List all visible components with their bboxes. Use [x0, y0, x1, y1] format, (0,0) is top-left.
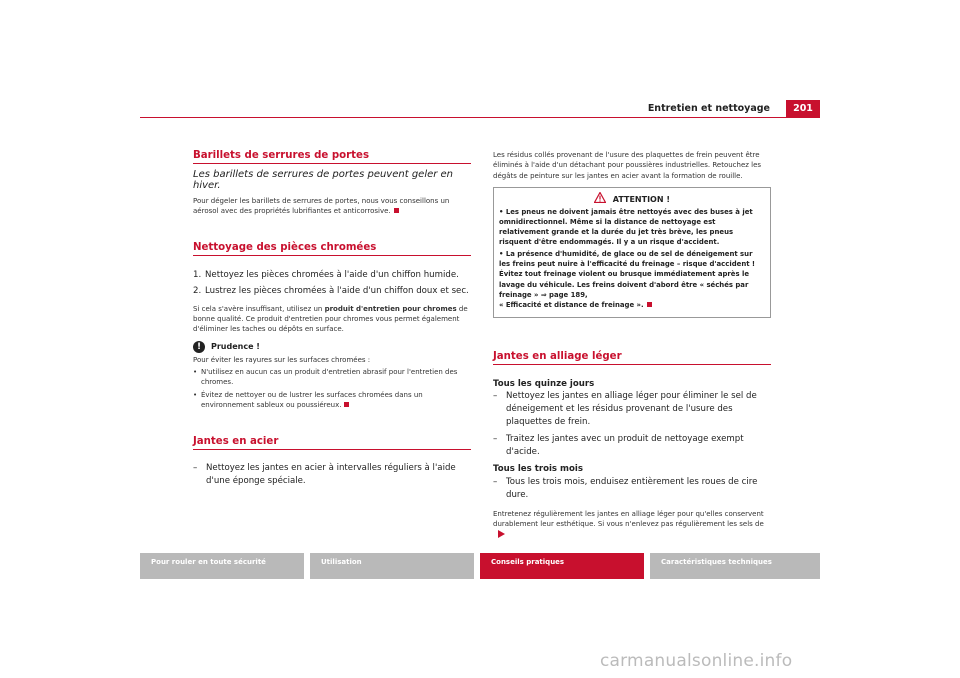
caution-bullet: • Évitez de nettoyer ou de lustrer les surfaces chromées dans un environnement sableux ou poussiéreux. — [193, 390, 423, 409]
page-number: 201 — [786, 100, 820, 117]
step-2: 2. Lustrez les pièces chromées à l'aide d'un chiffon doux et sec. — [193, 286, 469, 297]
warning-bullet: • Les pneus ne doivent jamais être nettoyés avec des buses à jet omnidirectionnel. Même si la distance de nettoyage est relativement grande et la durée du jet très brève, les pneus risquent d'être endommagés. Il y a un risque d'accident. — [499, 207, 753, 247]
end-mark-icon — [344, 402, 349, 407]
exclamation-icon: ! — [193, 341, 205, 353]
section-title: Barillets de serrures de portes — [193, 150, 471, 164]
warning-bullet: • La présence d'humidité, de glace ou de sel de déneigement sur les freins peut nuire à l'efficacité du freinage – risque d'accident ! Évitez tout freinage violent ou brusque immédiatement après le lavage du véhicule. Les freins doivent d'abord être « séchés par freinage » ⇒ page 189, « Efficacité et distance de freinage ». — [499, 250, 756, 309]
footer-tab-technical-data[interactable]: Caractéristiques techniques — [650, 553, 820, 579]
footer-tab-safety[interactable]: Pour rouler en toute sécurité — [140, 553, 304, 579]
caution-intro: Pour éviter les rayures sur les surfaces chromées : — [193, 355, 371, 364]
left-column — [193, 150, 471, 487]
section-title: Jantes en acier — [193, 436, 471, 450]
step-1: 1. Nettoyez les pièces chromées à l'aide d'un chiffon humide. — [193, 269, 459, 280]
header-rule — [140, 117, 820, 118]
subheading: Tous les trois mois — [493, 464, 583, 475]
paragraph: Entretenez régulièrement les jantes en alliage léger pour qu'elles conservent durablement leur esthétique. Si vous n'enlevez pas régulièrement les sels de — [493, 509, 771, 540]
end-mark-icon — [394, 208, 399, 213]
section-door-locks — [193, 150, 471, 217]
footer-tab-operation[interactable]: Utilisation — [310, 553, 474, 579]
section-chrome — [193, 242, 471, 411]
section-alloy-rims — [493, 351, 771, 540]
caution-heading: ! Prudence ! — [193, 341, 471, 353]
warning-box — [493, 187, 771, 318]
paragraph: Les résidus collés provenant de l'usure des plaquettes de frein peuvent être éliminés à l'aide d'un détachant pour poussières industrielles. Retouchez les dégâts de peinture sur les jantes en acier avant la formation de rouille. — [493, 151, 762, 180]
warning-triangle-icon — [594, 192, 606, 203]
list-item: – Nettoyez les jantes en acier à intervalles réguliers à l'aide d'une éponge spéciale. — [193, 463, 456, 486]
end-mark-icon — [647, 302, 652, 307]
paragraph: Si cela s'avère insuffisant, utilisez un produit d'entretien pour chromes de bonne qualité. Ce produit d'entretien pour chromes vous permet également d'éliminer les taches ou dépôts en surface. — [193, 304, 468, 334]
warning-heading: ATTENTION ! — [499, 192, 765, 204]
running-header-title: Entretien et nettoyage — [647, 103, 770, 114]
section-subtitle: Les barillets de serrures de portes peuvent geler en hiver. — [193, 169, 454, 191]
right-column — [493, 150, 771, 540]
list-item: – Nettoyez les jantes en alliage léger pour éliminer le sel de déneigement et les résidus provenant de l'usure des plaquettes de frein. — [493, 391, 757, 427]
footer-tab-practical-tips[interactable]: Conseils pratiques — [480, 553, 644, 579]
paragraph: Pour dégeler les barillets de serrures de portes, nous vous conseillons un aérosol avec des propriétés lubrifiantes et anticorrosive. — [193, 197, 450, 216]
list-item: – Traitez les jantes avec un produit de nettoyage exempt d'acide. — [493, 434, 744, 457]
list-item: – Tous les trois mois, enduisez entièrement les roues de cire dure. — [493, 476, 758, 500]
watermark: carmanualsonline.info — [600, 651, 793, 671]
section-steel-rims — [193, 436, 471, 487]
subheading: Tous les quinze jours — [493, 378, 595, 389]
page-reference-link[interactable]: ⇒ page 189, — [540, 290, 588, 299]
section-title: Jantes en alliage léger — [493, 351, 771, 365]
section-title: Nettoyage des pièces chromées — [193, 242, 471, 256]
continue-arrow-icon — [497, 530, 505, 538]
caution-bullet: • N'utilisez en aucun cas un produit d'entretien abrasif pour l'entretien des chromes. — [193, 367, 458, 387]
